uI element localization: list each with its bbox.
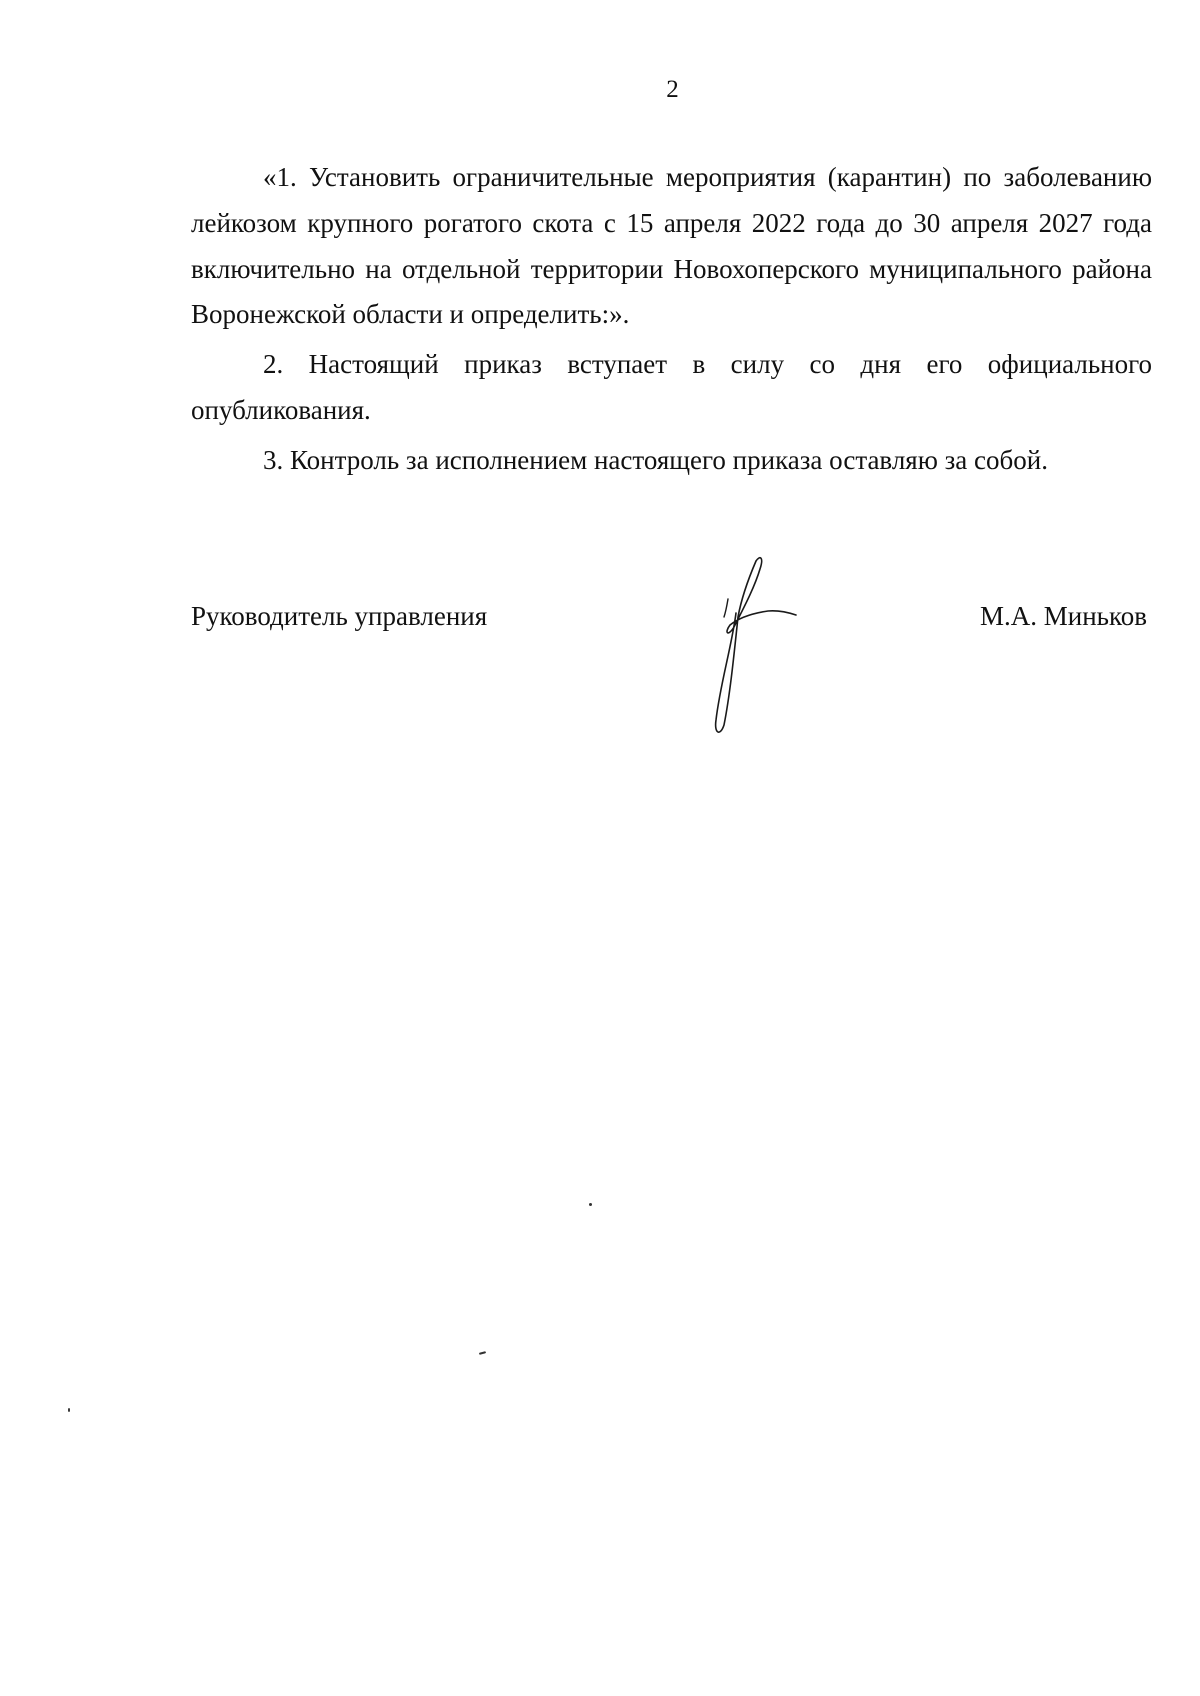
handwritten-signature-icon bbox=[698, 555, 818, 740]
document-body bbox=[191, 155, 1152, 488]
page-number: 2 bbox=[666, 76, 679, 103]
paragraph-effective-date: 2. Настоящий приказ вступает в силу со дня его официального опубликования. bbox=[191, 349, 1152, 425]
paragraph-control: 3. Контроль за исполнением настоящего приказа оставляю за собой. bbox=[263, 444, 1048, 475]
signature-block bbox=[191, 596, 1152, 636]
paragraph-quarantine: «1. Установить ограничительные мероприятия (карантин) по заболеванию лейкозом крупного рогатого скота с 15 апреля 2022 года до 30 апреля 2027 года включительно на отдельной территории Новохоперского муниципального района Воронежской области и определить:». bbox=[191, 162, 1152, 330]
scan-speck bbox=[68, 1408, 70, 1412]
scan-speck bbox=[479, 1351, 486, 1355]
scan-speck bbox=[589, 1203, 592, 1206]
signatory-position: Руководитель управления bbox=[191, 601, 488, 631]
signatory-name: М.А. Миньков bbox=[980, 601, 1147, 631]
